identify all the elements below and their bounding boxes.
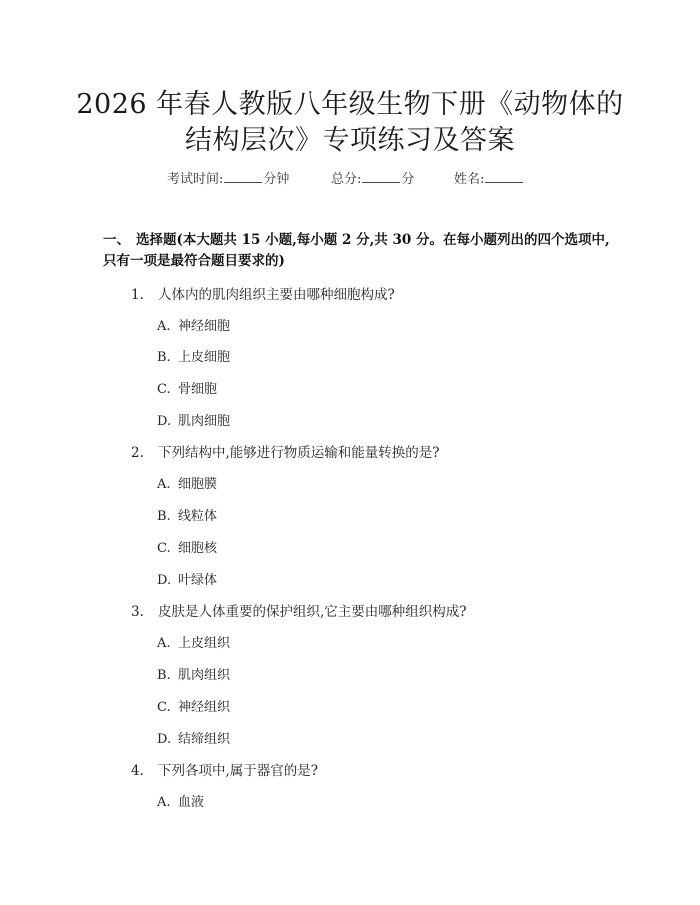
total-score-blank <box>362 171 400 183</box>
question-number: 4. <box>131 763 144 779</box>
total-score <box>331 168 414 187</box>
question-number: 3. <box>131 604 144 620</box>
option-label: B. <box>157 509 171 524</box>
option-text: 神经细胞 <box>178 319 231 334</box>
question-text: 人体内的肌肉组织主要由哪种细胞构成? <box>158 287 395 303</box>
student-name-blank <box>485 171 523 183</box>
total-score-label: 总分: <box>331 172 362 187</box>
option-2-c <box>157 537 217 556</box>
option-label: B. <box>157 668 171 683</box>
title-line-1: 2026 年春人教版八年级生物下册《动物体的 <box>76 89 624 120</box>
option-text: 上皮组织 <box>178 636 231 651</box>
exam-time-unit: 分钟 <box>263 172 290 187</box>
section-number: 一、 <box>103 232 130 248</box>
option-text: 神经组织 <box>178 700 231 715</box>
option-label: A. <box>157 319 171 334</box>
option-text: 血液 <box>178 795 205 810</box>
option-1-c <box>157 378 217 397</box>
option-label: D. <box>157 414 172 429</box>
option-text: 细胞核 <box>178 541 218 556</box>
option-label: A. <box>157 636 171 651</box>
option-text: 线粒体 <box>178 509 218 524</box>
option-label: C. <box>157 700 171 715</box>
exam-time-label: 考试时间: <box>167 172 224 187</box>
option-3-b <box>157 664 230 683</box>
option-1-d <box>157 410 230 429</box>
option-3-a <box>157 632 230 651</box>
option-label: B. <box>157 350 171 365</box>
question-text: 下列结构中,能够进行物质运输和能量转换的是? <box>158 445 440 461</box>
option-text: 上皮细胞 <box>178 350 231 365</box>
student-name-label: 姓名: <box>454 172 485 187</box>
option-label: A. <box>157 477 171 492</box>
exam-time-blank <box>224 171 262 183</box>
option-text: 细胞膜 <box>178 477 218 492</box>
question-number: 2. <box>131 445 144 461</box>
option-text: 肌肉组织 <box>178 668 231 683</box>
option-3-c <box>157 696 230 715</box>
option-label: C. <box>157 382 171 397</box>
section-text: 选择题(本大题共 15 小题,每小题 2 分,共 30 分。在每小题列出的四个选项中,只有一项是最符合题目要求的) <box>103 232 610 269</box>
question-2 <box>131 441 440 461</box>
question-number: 1. <box>131 287 144 303</box>
option-text: 肌肉细胞 <box>178 414 231 429</box>
option-label: A. <box>157 795 171 810</box>
question-1 <box>131 283 395 303</box>
question-4 <box>131 759 318 779</box>
option-2-d <box>157 569 217 588</box>
option-2-a <box>157 473 217 492</box>
question-text: 下列各项中,属于器官的是? <box>158 763 319 779</box>
option-label: D. <box>157 732 172 747</box>
option-3-d <box>157 728 230 747</box>
option-text: 叶绿体 <box>178 573 218 588</box>
option-text: 结缔组织 <box>178 732 231 747</box>
title-line-2: 结构层次》专项练习及答案 <box>185 125 515 156</box>
option-label: C. <box>157 541 171 556</box>
question-3 <box>131 600 467 620</box>
option-2-b <box>157 505 217 524</box>
option-1-a <box>157 315 230 334</box>
option-label: D. <box>157 573 172 588</box>
exam-time <box>167 168 289 187</box>
option-1-b <box>157 346 230 365</box>
student-name <box>454 168 524 187</box>
total-score-unit: 分 <box>401 172 415 187</box>
option-4-a <box>157 791 204 810</box>
question-text: 皮肤是人体重要的保护组织,它主要由哪种组织构成? <box>158 604 467 620</box>
section-heading <box>103 230 613 272</box>
option-text: 骨细胞 <box>178 382 218 397</box>
